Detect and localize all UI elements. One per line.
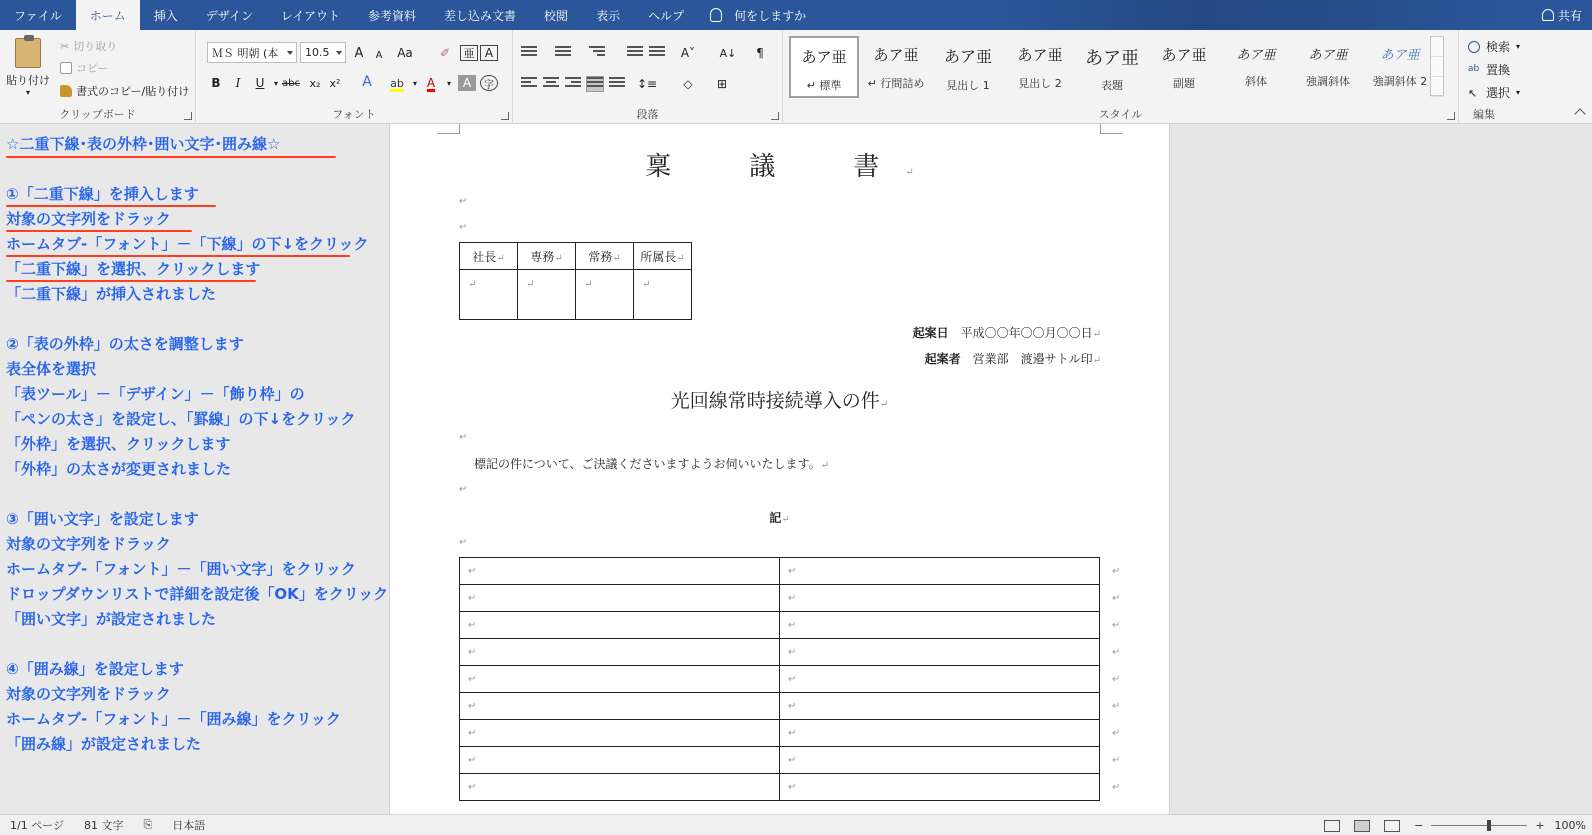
paragraph-mark: ↵: [554, 252, 563, 264]
character-shading-button[interactable]: A: [458, 75, 476, 91]
scroll-down-icon[interactable]: [1431, 57, 1443, 77]
spacer: [6, 632, 383, 657]
document-area: [390, 124, 1592, 814]
editing-group-label: 編集: [1473, 108, 1495, 121]
font-group: [196, 30, 513, 124]
instruction-text: 対象の文字列をドラック: [6, 210, 171, 228]
instruction-line: [6, 357, 383, 382]
clipboard-group-label: クリップボード: [59, 108, 136, 121]
paragraph-mark: ↵: [879, 399, 889, 410]
paragraph-mark: ↵: [676, 252, 685, 264]
read-mode-icon[interactable]: [1324, 820, 1340, 832]
table-row: [460, 666, 1117, 693]
paragraph-mark: ↵: [468, 279, 477, 290]
status-bar: [0, 814, 1592, 835]
style-preview: あア亜: [1017, 46, 1063, 64]
cut-button[interactable]: [60, 38, 117, 54]
row-end-cell: [1100, 774, 1121, 801]
body-text: 標記の件について、ご決議くださいますようお伺いいたします。: [474, 457, 821, 471]
table-cell[interactable]: ↵: [460, 612, 780, 639]
search-icon: [1468, 41, 1480, 53]
tab-home[interactable]: ホーム: [76, 0, 140, 30]
paragraph-mark: ↵: [820, 460, 829, 471]
style-title[interactable]: [1077, 36, 1147, 98]
stamp-cell[interactable]: [518, 270, 576, 320]
line-spacing-icon[interactable]: ↕≡: [637, 77, 658, 91]
stamp-header-text: 常務: [588, 249, 613, 264]
table-row: [460, 693, 1117, 720]
align-center-icon[interactable]: [543, 77, 559, 91]
instruction-text: ホームタブ-「フォント」－「囲い文字」をクリック: [6, 560, 356, 578]
styles-group-label: スタイル: [1098, 108, 1143, 121]
font-name-select[interactable]: [207, 42, 297, 63]
proofing-icon[interactable]: ⎘: [143, 818, 153, 831]
font-size-value: 10.5: [305, 46, 330, 59]
scissors-icon: ✂: [60, 39, 70, 53]
stamp-header-text: 社長: [472, 249, 497, 264]
table-cell[interactable]: ↵: [780, 612, 1100, 639]
instruction-line: [6, 707, 383, 732]
tab-layout[interactable]: レイアウト: [280, 8, 341, 23]
shrink-font-button[interactable]: A: [375, 49, 383, 61]
panel-title: [6, 132, 383, 157]
stamp-header: [634, 243, 692, 270]
tab-help[interactable]: ヘルプ: [648, 8, 685, 23]
ribbon-tab-bar: [0, 0, 1592, 30]
document-body: [474, 455, 829, 472]
borders-icon[interactable]: ⊞: [716, 77, 728, 91]
row-end-mark: ↵: [1112, 727, 1121, 739]
paragraph-mark: ↵: [642, 279, 651, 290]
table-cell[interactable]: ↵: [460, 585, 780, 612]
clear-formatting-icon[interactable]: ✐: [439, 46, 451, 60]
phonetic-guide-button[interactable]: 亜: [460, 45, 478, 61]
style-preview: あア亜: [1380, 48, 1420, 63]
draft-date-line: [913, 324, 1101, 341]
table-cell[interactable]: ↵: [780, 720, 1100, 747]
instruction-line: [6, 507, 383, 532]
instruction-line: [6, 257, 383, 282]
style-preview: あア亜: [1236, 48, 1276, 63]
margin-corner: [438, 124, 460, 134]
style-heading-2[interactable]: [1005, 36, 1075, 98]
instruction-line: [6, 532, 383, 557]
tell-me-box[interactable]: [698, 0, 806, 30]
style-preview: あア亜: [943, 47, 992, 66]
zoom-in-icon[interactable]: +: [1535, 819, 1545, 832]
instruction-text: 表全体を選択: [6, 360, 97, 378]
stamp-header: [518, 243, 576, 270]
zoom-level[interactable]: 100%: [1554, 819, 1586, 832]
row-end-cell: [1100, 693, 1121, 720]
page-count[interactable]: 1/1 ページ: [10, 819, 64, 832]
chevron-down-icon: [336, 51, 342, 55]
instruction-line: [6, 382, 383, 407]
instruction-text: 「二重下線」を選択、クリックします: [6, 260, 261, 278]
style-name: ↵ 標準: [806, 79, 842, 92]
style-name: 強調斜体: [1306, 75, 1350, 88]
enclose-characters-button[interactable]: 字: [480, 75, 498, 91]
paragraph-mark: ↵: [526, 279, 535, 290]
instruction-text: ドロップダウンリストで詳細を設定後「OK」をクリック: [6, 585, 389, 603]
style-emphasis-subtle[interactable]: [1221, 36, 1291, 98]
highlight-color-button[interactable]: ab: [390, 76, 404, 90]
style-preview: あア亜: [873, 46, 919, 64]
style-preview: あア亜: [1085, 48, 1139, 69]
stamp-header: [460, 243, 518, 270]
paragraph-mark: ↵: [459, 537, 468, 548]
table-cell[interactable]: ↵: [780, 693, 1100, 720]
stamp-cell[interactable]: [634, 270, 692, 320]
document-page[interactable]: [390, 124, 1170, 814]
stamp-header-text: 所属長: [640, 249, 677, 264]
table-row: [460, 639, 1117, 666]
table-cell[interactable]: ↵: [780, 747, 1100, 774]
find-button[interactable]: [1468, 38, 1520, 55]
copy-icon: [60, 62, 72, 74]
shading-icon[interactable]: ◇: [683, 77, 693, 91]
stamp-cell[interactable]: [576, 270, 634, 320]
strikethrough-button[interactable]: abc: [282, 77, 300, 89]
select-label: 選択: [1486, 86, 1511, 100]
tab-insert[interactable]: 挿入: [153, 8, 178, 23]
table-cell[interactable]: ↵: [780, 774, 1100, 801]
paragraph-mark: ↵: [781, 514, 790, 525]
superscript-button[interactable]: x²: [329, 76, 341, 90]
table-cell[interactable]: ↵: [460, 693, 780, 720]
drafter-value: 営業部 渡邉サトル印: [972, 352, 1093, 366]
spacer: [6, 307, 383, 332]
chevron-down-icon[interactable]: ▾: [412, 78, 417, 88]
clipboard-icon: [15, 38, 41, 68]
increase-indent-icon[interactable]: [649, 46, 665, 60]
table-cell[interactable]: ↵: [460, 774, 780, 801]
format-painter-button[interactable]: [60, 83, 189, 99]
spacer: [6, 157, 383, 182]
table-row: [460, 747, 1117, 774]
instruction-line: [6, 182, 383, 207]
style-name: 見出し 2: [1018, 77, 1062, 90]
instruction-text: ホームタブ-「フォント」－「下線」の下↓をクリック: [6, 235, 369, 253]
row-end-cell: [1100, 666, 1121, 693]
font-name-value: ＭＳ 明朝 (本: [212, 46, 279, 60]
underline-dropdown-icon[interactable]: ▾: [273, 78, 278, 88]
text-effects-button[interactable]: A: [362, 74, 372, 90]
instruction-line: [6, 232, 383, 257]
lightbulb-icon: [710, 8, 722, 22]
distributed-icon[interactable]: [609, 77, 625, 91]
detail-table[interactable]: [459, 557, 1121, 801]
row-end-cell: [1100, 558, 1121, 585]
select-button[interactable]: [1468, 84, 1520, 101]
instruction-text: ①「二重下線」を挿入します: [6, 185, 199, 203]
replace-label: 置換: [1486, 63, 1511, 77]
bullets-icon[interactable]: [521, 46, 537, 60]
chevron-down-icon: ▾: [1516, 42, 1521, 51]
zoom-slider[interactable]: [1431, 825, 1527, 826]
font-size-select[interactable]: [300, 42, 346, 63]
numbering-icon[interactable]: [555, 46, 571, 60]
ki-text: 記: [769, 511, 782, 525]
tell-me-label: 何をしますか: [734, 8, 807, 23]
grow-font-button[interactable]: A: [354, 45, 364, 61]
paste-button[interactable]: [6, 36, 50, 100]
align-right-icon[interactable]: [565, 77, 581, 91]
replace-icon: ab: [1468, 63, 1480, 74]
row-end-cell: [1100, 639, 1121, 666]
instruction-line: [6, 432, 383, 457]
row-end-mark: ↵: [1112, 673, 1121, 685]
instruction-text: 「二重下線」が挿入されました: [6, 285, 217, 303]
table-row: [460, 720, 1117, 747]
show-formatting-icon[interactable]: ¶: [756, 46, 764, 60]
style-emphasis-intense[interactable]: [1365, 36, 1435, 98]
clipboard-group: [0, 30, 196, 124]
table-cell[interactable]: ↵: [460, 666, 780, 693]
row-end-cell: [1100, 720, 1121, 747]
clipboard-launcher-icon[interactable]: [184, 112, 192, 120]
instruction-line: [6, 582, 389, 607]
style-emphasis[interactable]: [1293, 36, 1363, 98]
instruction-text: ④「囲み線」を設定します: [6, 660, 184, 678]
share-button[interactable]: [1542, 0, 1582, 30]
panel-title-text: ☆二重下線･表の外枠･囲い文字･囲み線☆: [6, 135, 281, 153]
chevron-down-icon: ▾: [25, 88, 30, 97]
instruction-line: [6, 732, 383, 757]
chevron-down-icon[interactable]: ▾: [446, 78, 451, 88]
styles-gallery: [787, 36, 1437, 100]
paragraph-mark: ↵: [612, 252, 621, 264]
table-cell[interactable]: ↵: [780, 585, 1100, 612]
style-heading-1[interactable]: [933, 36, 1003, 98]
row-end-mark: ↵: [1112, 619, 1121, 631]
table-cell[interactable]: ↵: [780, 666, 1100, 693]
draft-date-label: 起案日: [912, 326, 949, 340]
document-subject: [390, 386, 1169, 413]
style-preview: あア亜: [1308, 48, 1348, 63]
underline-button[interactable]: U: [255, 76, 265, 90]
stamp-header-text: 専務: [530, 249, 555, 264]
more-styles-icon[interactable]: [1431, 77, 1443, 97]
title-bar-decoration: [992, 0, 1512, 30]
tab-file[interactable]: ファイル: [14, 8, 62, 23]
stamp-cell[interactable]: [460, 270, 518, 320]
row-end-mark: ↵: [1112, 592, 1121, 604]
view-controls: [1324, 815, 1586, 835]
instruction-line: [6, 332, 383, 357]
instruction-line: [6, 557, 383, 582]
instruction-text: ③「囲い文字」を設定します: [6, 510, 199, 528]
cut-label: 切り取り: [73, 40, 118, 53]
table-cell[interactable]: ↵: [780, 558, 1100, 585]
subscript-button[interactable]: x₂: [309, 76, 321, 90]
format-painter-label: 書式のコピー/貼り付け: [76, 85, 190, 98]
multilevel-list-icon[interactable]: [589, 46, 605, 60]
tab-review[interactable]: 校閲: [544, 8, 569, 23]
paragraph-mark: ↵: [459, 484, 468, 495]
style-name: 副題: [1173, 77, 1195, 90]
word-count[interactable]: 81 文字: [83, 819, 124, 832]
paragraph-mark: ↵: [459, 222, 468, 233]
style-name: 見出し 1: [946, 79, 990, 92]
table-row: [460, 558, 1117, 585]
subject-text: 光回線常時接続導入の件: [670, 390, 880, 412]
person-icon: [1542, 9, 1554, 21]
instruction-text: ②「表の外枠」の太さを調整します: [6, 335, 244, 353]
paragraph-mark: ↵: [905, 167, 914, 178]
margin-corner: [1100, 124, 1122, 134]
table-cell[interactable]: ↵: [460, 720, 780, 747]
document-title-text: 稟 議 書: [645, 152, 906, 182]
row-end-mark: ↵: [1112, 781, 1121, 793]
document-title: [390, 146, 1169, 183]
instruction-text: 対象の文字列をドラック: [6, 535, 171, 553]
paragraph-mark: ↵: [1092, 329, 1101, 340]
drafter-label: 起案者: [924, 352, 961, 366]
italic-button[interactable]: I: [235, 76, 241, 90]
paintbrush-icon: [60, 85, 72, 97]
decrease-indent-icon[interactable]: [627, 46, 643, 60]
style-no-spacing[interactable]: [861, 36, 931, 98]
paragraph-launcher-icon[interactable]: [771, 112, 779, 120]
instruction-text: ホームタブ-「フォント」－「囲み線」をクリック: [6, 710, 341, 728]
ribbon: [0, 30, 1592, 124]
approval-stamp-table[interactable]: [459, 242, 692, 320]
table-row: [460, 774, 1117, 801]
style-subtitle[interactable]: [1149, 36, 1219, 98]
font-color-button[interactable]: A: [426, 76, 436, 90]
scroll-up-icon[interactable]: [1431, 37, 1443, 57]
paragraph-group-label: 段落: [636, 108, 659, 121]
instruction-line: [6, 657, 383, 682]
style-name: 斜体: [1245, 75, 1267, 88]
table-row: [460, 612, 1117, 639]
replace-button[interactable]: [1468, 61, 1510, 78]
instruction-text: 「ペンの太さ」を設定し、「罫線」の下↓をクリック: [6, 410, 356, 428]
paragraph-group: [513, 30, 783, 124]
instruction-line: [6, 682, 383, 707]
instruction-line: [6, 607, 383, 632]
font-launcher-icon[interactable]: [501, 112, 509, 120]
instruction-line: [6, 282, 383, 307]
paste-label: 貼り付け: [6, 74, 50, 87]
tab-mailings[interactable]: 差し込み文書: [444, 8, 517, 23]
paragraph-mark: ↵: [584, 279, 593, 290]
collapse-ribbon-icon[interactable]: [1574, 108, 1585, 119]
print-layout-icon[interactable]: [1354, 820, 1370, 832]
instruction-text: 「囲み線」が設定されました: [6, 735, 202, 753]
instruction-line: [6, 407, 383, 432]
chevron-down-icon: ▾: [1516, 88, 1521, 97]
zoom-out-icon[interactable]: −: [1414, 819, 1424, 832]
copy-label: コピー: [76, 62, 109, 75]
red-underline: [6, 156, 336, 158]
row-end-cell: [1100, 612, 1121, 639]
paragraph-mark: ↵: [1092, 355, 1101, 366]
paragraph-mark: ↵: [496, 252, 505, 264]
instruction-line: [6, 207, 383, 232]
instruction-text: 「囲い文字」が設定されました: [6, 610, 217, 628]
align-left-icon[interactable]: [521, 77, 537, 91]
justify-icon[interactable]: [587, 77, 603, 91]
table-cell[interactable]: ↵: [460, 747, 780, 774]
instruction-text: 対象の文字列をドラック: [6, 685, 171, 703]
stamp-header: [576, 243, 634, 270]
style-name: 表題: [1101, 79, 1123, 92]
font-group-label: フォント: [332, 108, 376, 121]
character-border-button[interactable]: A: [480, 45, 498, 61]
draft-date-value: 平成〇〇年〇〇月〇〇日: [960, 326, 1093, 340]
share-label: 共有: [1557, 8, 1582, 23]
spacer: [6, 482, 383, 507]
style-name: ↵ 行間詰め: [867, 77, 925, 90]
drafter-line: [925, 350, 1101, 367]
change-case-button[interactable]: Aa: [397, 46, 413, 60]
find-label: 検索: [1486, 40, 1511, 54]
ki-heading: [390, 509, 1169, 526]
style-preview: あア亜: [1161, 46, 1207, 64]
row-end-mark: ↵: [1112, 565, 1121, 577]
instruction-text: 「表ツール」－「デザイン」－「飾り枠」の: [6, 385, 305, 403]
asian-layout-icon[interactable]: A˅: [680, 46, 696, 60]
row-end-mark: ↵: [1112, 646, 1121, 658]
table-cell[interactable]: ↵: [460, 558, 780, 585]
tab-design[interactable]: デザイン: [205, 8, 253, 23]
paragraph-mark: ↵: [459, 432, 468, 443]
tab-view[interactable]: 表示: [596, 8, 621, 23]
style-name: 強調斜体 2: [1372, 75, 1428, 88]
instruction-text: 「外枠」の太さが変更されました: [6, 460, 232, 478]
row-end-mark: ↵: [1112, 754, 1121, 766]
style-preview: あア亜: [801, 48, 847, 66]
row-end-cell: [1100, 747, 1121, 774]
style-normal[interactable]: [789, 36, 859, 98]
tab-references[interactable]: 参考資料: [368, 8, 417, 23]
bold-button[interactable]: B: [211, 76, 221, 90]
cursor-icon: ↖: [1468, 86, 1478, 100]
table-cell[interactable]: ↵: [460, 639, 780, 666]
styles-gallery-scroll[interactable]: [1430, 36, 1444, 96]
paragraph-mark: ↵: [459, 196, 468, 207]
table-cell[interactable]: ↵: [780, 639, 1100, 666]
chevron-down-icon: [287, 51, 293, 55]
zoom-slider-thumb[interactable]: [1487, 820, 1491, 831]
instruction-panel: [0, 124, 390, 814]
table-row: [460, 585, 1117, 612]
instruction-line: [6, 457, 383, 482]
copy-button[interactable]: [60, 60, 109, 76]
web-layout-icon[interactable]: [1384, 820, 1400, 832]
row-end-cell: [1100, 585, 1121, 612]
sort-icon[interactable]: A↓: [719, 46, 737, 60]
row-end-mark: ↵: [1112, 700, 1121, 712]
language-indicator[interactable]: 日本語: [172, 819, 206, 832]
instruction-text: 「外枠」を選択、クリックします: [6, 435, 231, 453]
